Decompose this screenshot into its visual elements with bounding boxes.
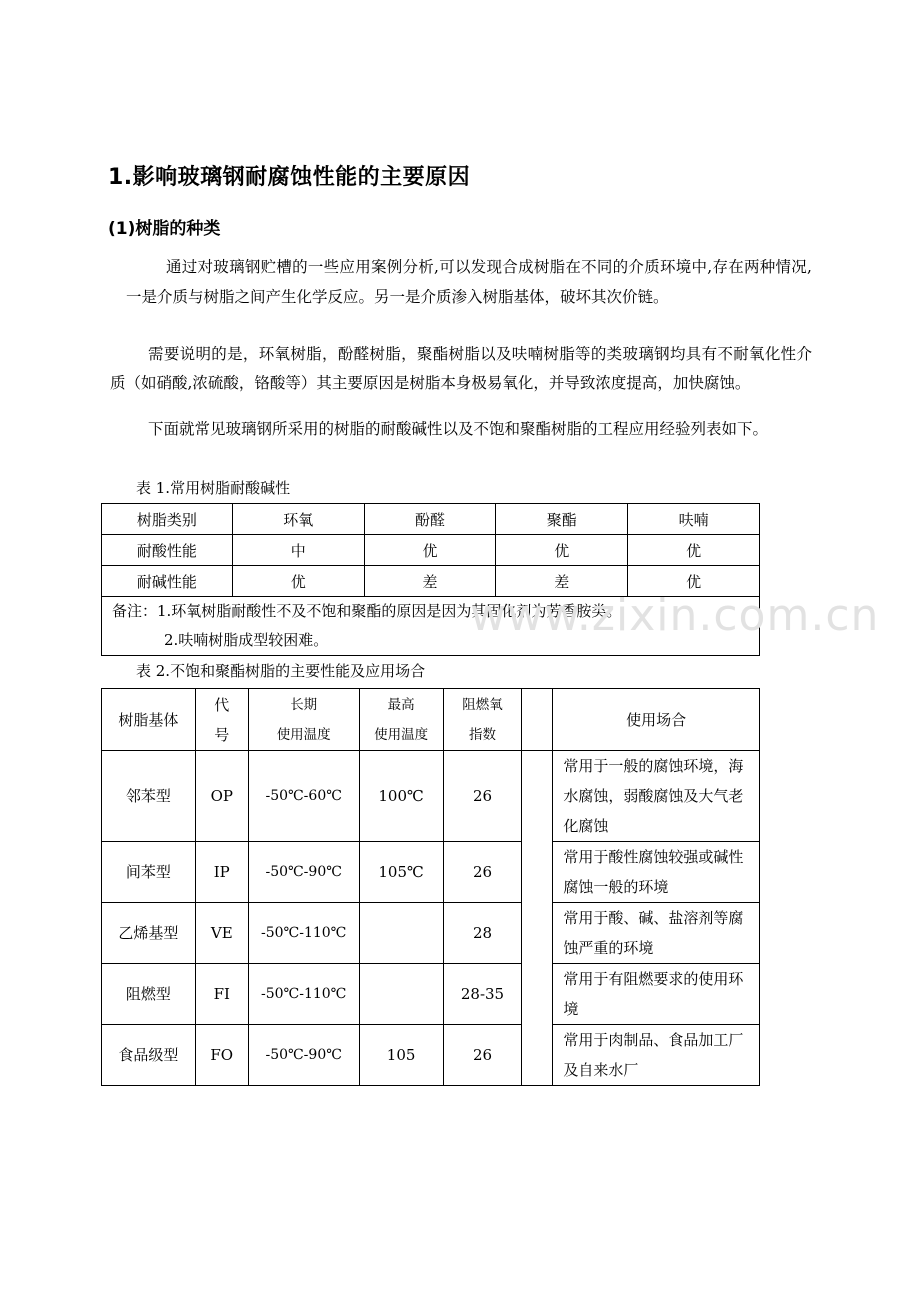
table-cell: 优 — [628, 566, 760, 597]
table-cell: 乙烯基型 — [102, 903, 196, 964]
table-header-cell: 酚醛 — [364, 504, 496, 535]
table-cell: -50℃-60℃ — [248, 751, 359, 842]
table-header-cell — [248, 689, 359, 751]
table-cell: 优 — [628, 535, 760, 566]
table-cell: -50℃-110℃ — [248, 964, 359, 1025]
table-cell: 105℃ — [359, 842, 443, 903]
note-line-1: 备注：1.环氧树脂耐酸性不及不饱和聚酯的原因是因为其固化剂为芳香胺类。 — [112, 602, 622, 620]
table-cell: IP — [195, 842, 248, 903]
table-row — [102, 751, 760, 842]
header-line: 使用温度 — [374, 726, 429, 743]
table-cell: 阻燃型 — [102, 964, 196, 1025]
watermark: www.zixin.com.cn — [470, 590, 880, 641]
note-line-2: 2.呋喃树脂成型较困难。 — [164, 631, 329, 649]
table-cell: 26 — [443, 751, 522, 842]
table-row — [102, 903, 760, 964]
table-cell — [359, 964, 443, 1025]
table-cell: 常用于有阻燃要求的使用环境 — [553, 964, 760, 1025]
table-cell: 28-35 — [443, 964, 522, 1025]
table-cell: 邻苯型 — [102, 751, 196, 842]
paragraph-2: 需要说明的是，环氧树脂，酚醛树脂，聚酯树脂以及呋喃树脂等的类玻璃钢均具有不耐氧化性介质（如硝酸,浓硫酸，铬酸等）其主要原因是树脂本身极易氧化，并导致浓度提高，加快腐蚀。 — [110, 345, 812, 392]
header-line: 最高 — [387, 696, 415, 713]
table-cell: 间苯型 — [102, 842, 196, 903]
table-cell: 耐碱性能 — [102, 566, 233, 597]
table-cell: 常用于一般的腐蚀环境，海水腐蚀，弱酸腐蚀及大气老化腐蚀 — [553, 751, 760, 842]
table-cell: -50℃-90℃ — [248, 842, 359, 903]
table-header-cell: 树脂基体 — [102, 689, 196, 751]
table-cell: FO — [195, 1025, 248, 1086]
table-row — [102, 964, 760, 1025]
table-cell: 常用于肉制品、食品加工厂及自来水厂 — [553, 1025, 760, 1086]
table-row — [102, 1025, 760, 1086]
polyester-resin-table — [101, 688, 760, 1086]
table-cell: 常用于酸、碱、盐溶剂等腐蚀严重的环境 — [553, 903, 760, 964]
table-header-cell — [195, 689, 248, 751]
table-header-cell: 树脂类别 — [102, 504, 233, 535]
table-cell: -50℃-110℃ — [248, 903, 359, 964]
subsection-heading: (1)树脂的种类 — [108, 219, 221, 239]
header-line: 使用温度 — [276, 726, 331, 743]
table-cell: 26 — [443, 1025, 522, 1086]
table-cell — [359, 903, 443, 964]
table-cell: FI — [195, 964, 248, 1025]
table-header-cell — [359, 689, 443, 751]
table-header-cell: 聚酯 — [496, 504, 628, 535]
table-cell: 差 — [496, 566, 628, 597]
header-line: 长期 — [290, 696, 318, 713]
table-row — [102, 842, 760, 903]
table-header-cell — [443, 689, 522, 751]
table-cell: 耐酸性能 — [102, 535, 233, 566]
table-cell: 中 — [232, 535, 364, 566]
header-line: 指数 — [468, 726, 496, 743]
header-line: 代 — [214, 695, 230, 714]
table-header-cell: 使用场合 — [553, 689, 760, 751]
header-line: 号 — [214, 725, 230, 744]
blank-column-cell — [522, 751, 553, 1086]
table-header-cell: 呋喃 — [628, 504, 760, 535]
table-cell: 常用于酸性腐蚀较强或碱性腐蚀一般的环境 — [553, 842, 760, 903]
paragraph-3: 下面就常见玻璃钢所采用的树脂的耐酸碱性以及不饱和聚酯树脂的工程应用经验列表如下。 — [148, 420, 769, 438]
table-cell: 优 — [364, 535, 496, 566]
table-cell: 差 — [364, 566, 496, 597]
section-heading: 1.影响玻璃钢耐腐蚀性能的主要原因 — [108, 165, 471, 190]
table-cell: VE — [195, 903, 248, 964]
table-header-row — [102, 504, 760, 535]
table-header-cell — [522, 689, 553, 751]
paragraph-1: 通过对玻璃钢贮槽的一些应用案例分析,可以发现合成树脂在不同的介质环境中,存在两种情况,一是介质与树脂之间产生化学反应。另一是介质渗入树脂基体，破坏其次价链。 — [126, 258, 812, 306]
table-cell: -50℃-90℃ — [248, 1025, 359, 1086]
table2-caption: 表 2.不饱和聚酯树脂的主要性能及应用场合 — [136, 662, 426, 680]
table-cell: OP — [195, 751, 248, 842]
table1-caption: 表 1.常用树脂耐酸碱性 — [136, 479, 291, 497]
table-cell: 28 — [443, 903, 522, 964]
table-row — [102, 535, 760, 566]
table-cell: 100℃ — [359, 751, 443, 842]
table-header-row — [102, 689, 760, 751]
table-cell: 105 — [359, 1025, 443, 1086]
table-header-cell: 环氧 — [232, 504, 364, 535]
table-cell: 优 — [496, 535, 628, 566]
header-line: 阻燃氧 — [462, 696, 503, 713]
table-cell: 26 — [443, 842, 522, 903]
table-cell: 优 — [232, 566, 364, 597]
table-cell: 食品级型 — [102, 1025, 196, 1086]
